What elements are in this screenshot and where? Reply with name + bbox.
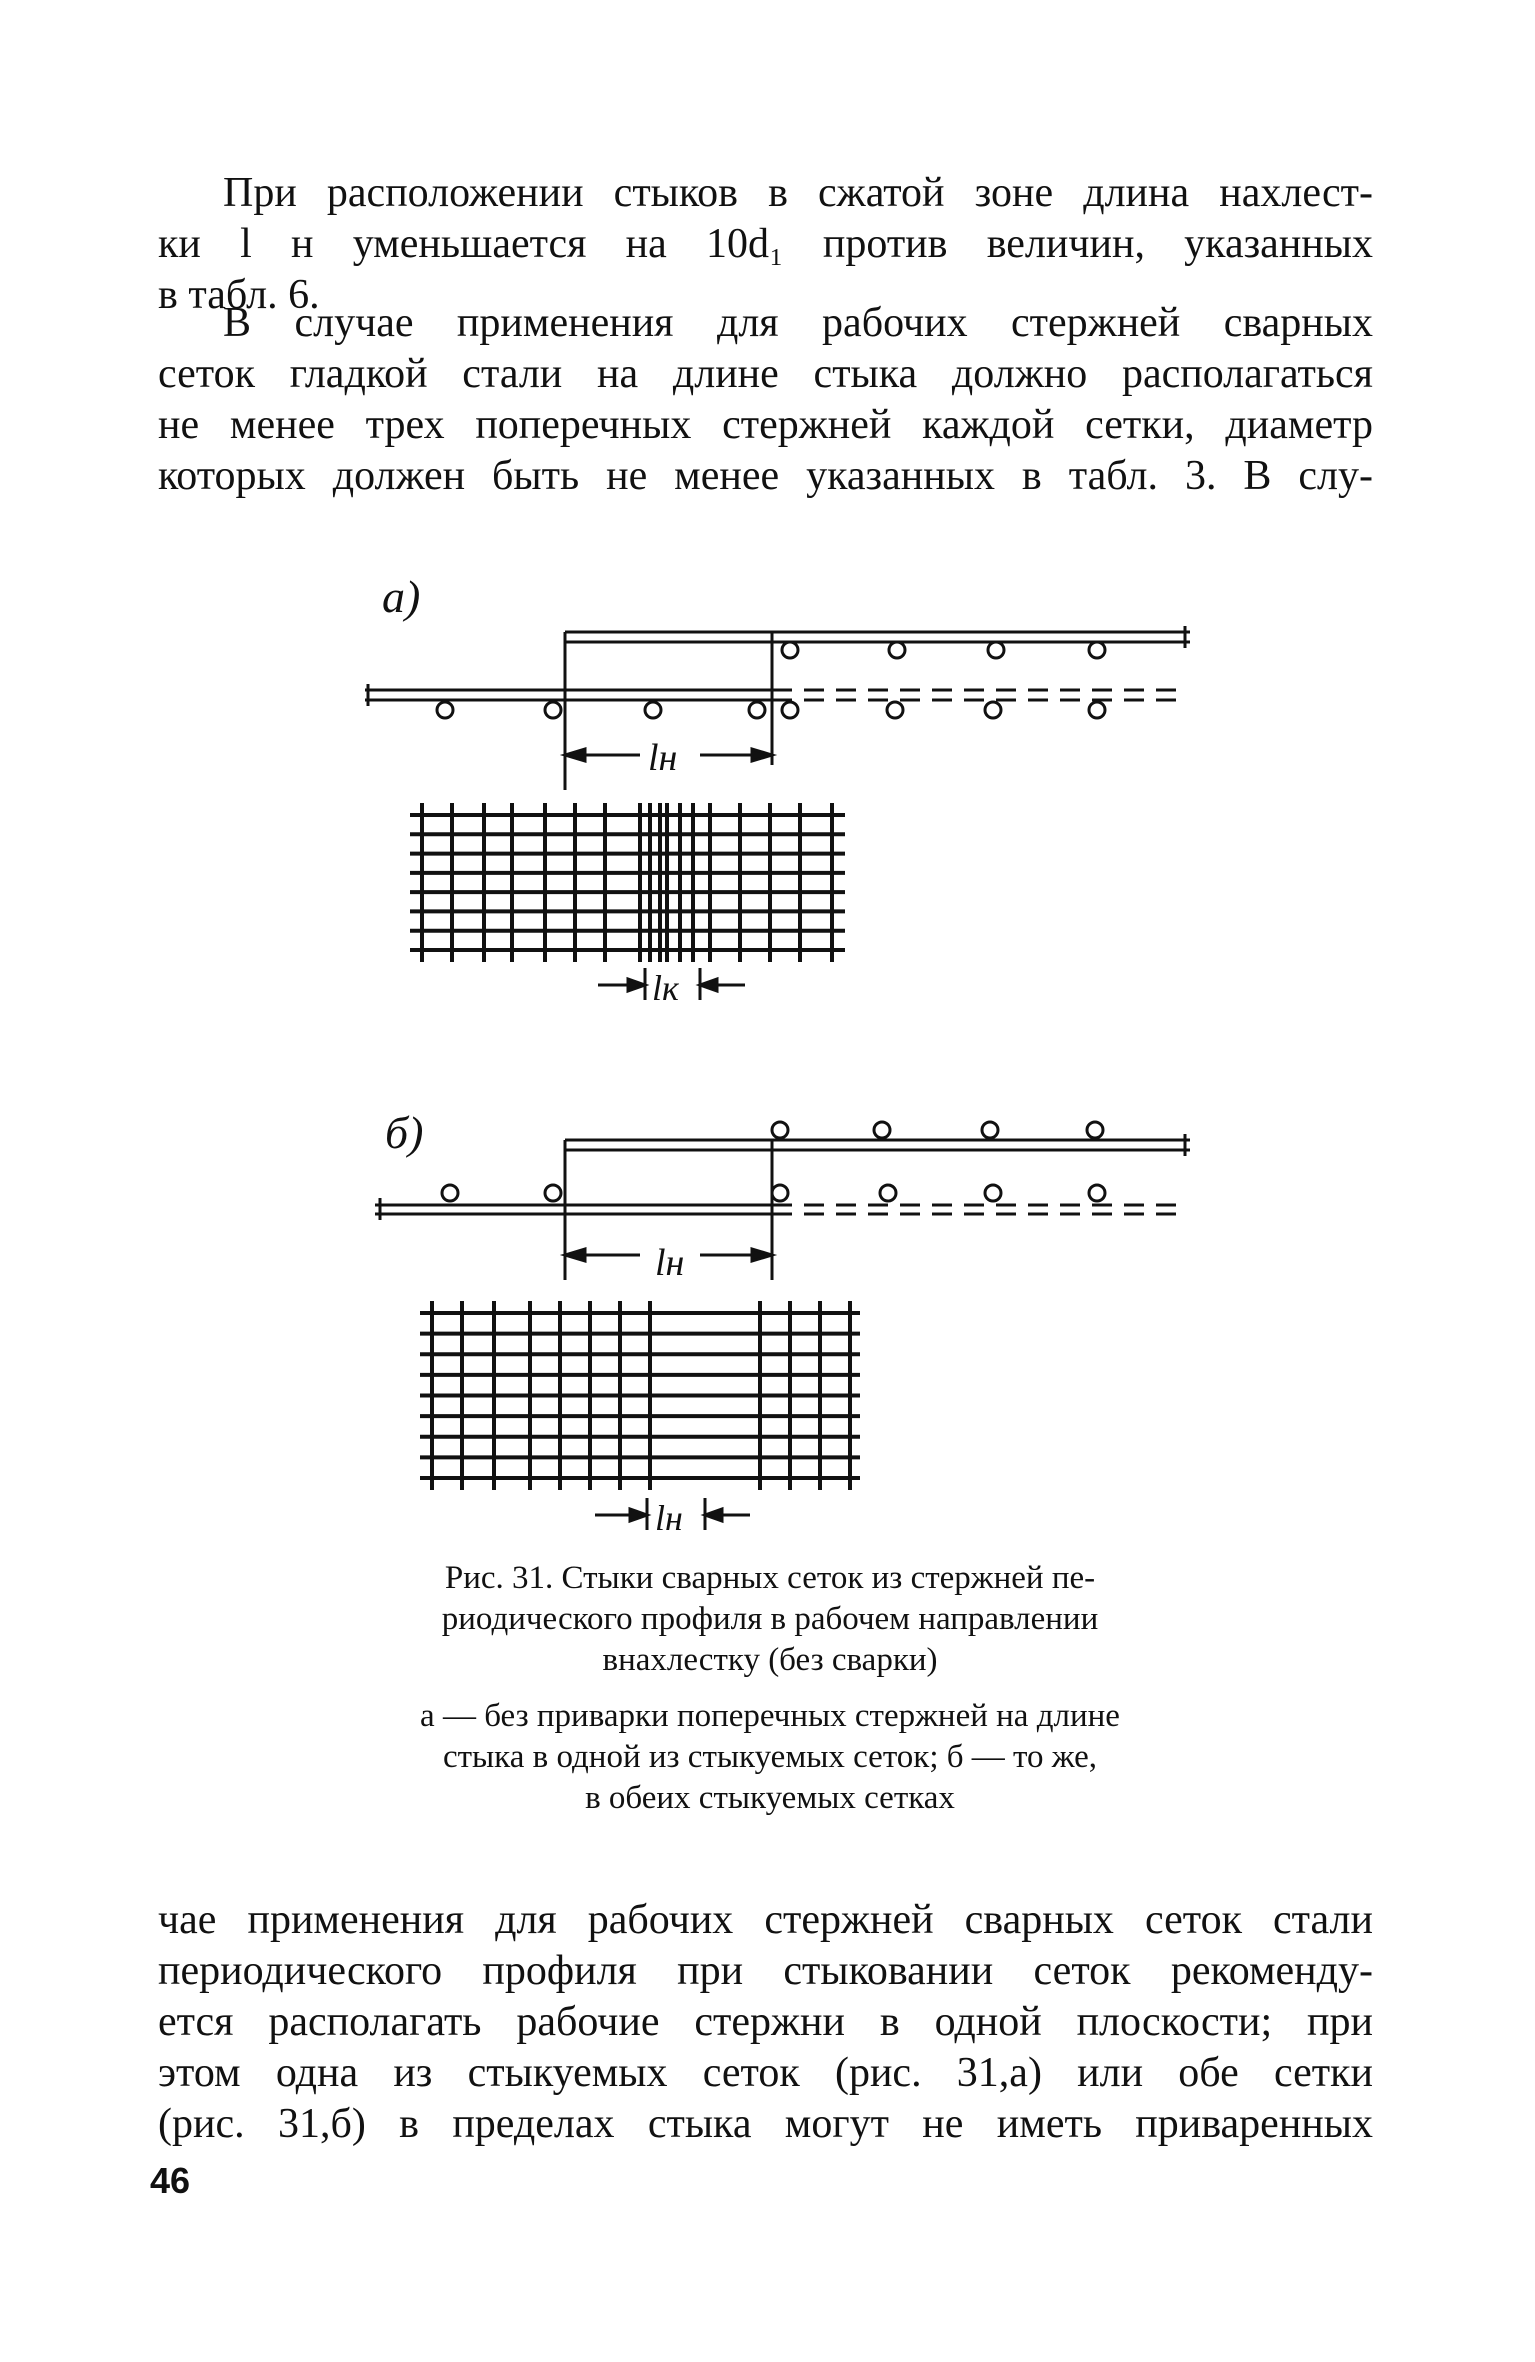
- text-line: сеток гладкой стали на длине стыка должно располагаться: [158, 351, 1373, 397]
- dim-b-lower: lн: [655, 1498, 683, 1538]
- caption-line: а — без приварки поперечных стержней на длине: [420, 1698, 1120, 1734]
- text-line: При расположении стыков в сжатой зоне длина нахлест-: [223, 170, 1373, 216]
- text-line: ется располагать рабочие стержни в одной плоскости; при: [158, 1999, 1373, 2045]
- caption-line: риодического профиля в рабочем направлении: [441, 1601, 1099, 1637]
- label-a: а): [382, 571, 421, 622]
- text-line: чае применения для рабочих стержней сварных сеток стали: [158, 1897, 1373, 1943]
- text-line: этом одна из стыкуемых сеток (рис. 31,а) или обе сетки: [158, 2050, 1373, 2096]
- text-line: в табл. 6.: [158, 272, 320, 318]
- dim-b-upper: lн: [655, 1242, 685, 1284]
- text-line: ки l н уменьшается на 10d₁ против величин, указанных: [158, 221, 1373, 267]
- text-line: периодического профиля при стыковании сеток рекоменду-: [158, 1948, 1373, 1994]
- text-line: (рис. 31,б) в пределах стыка могут не иметь приваренных: [158, 2101, 1373, 2147]
- caption-line: Рис. 31. Стыки сварных сеток из стержней пе-: [444, 1560, 1096, 1596]
- dim-a-lower: lк: [652, 968, 679, 1008]
- text-line: которых должен быть не менее указанных в табл. 3. В слу-: [158, 453, 1373, 499]
- dim-a-upper: lн: [648, 737, 678, 779]
- caption-line: внахлестку (без сварки): [602, 1642, 938, 1678]
- text-line: не менее трех поперечных стержней каждой сетки, диаметр: [158, 402, 1373, 448]
- page-number: 46: [150, 2160, 191, 2201]
- caption-line: в обеих стыкуемых сетках: [585, 1780, 955, 1816]
- label-b: б): [385, 1107, 424, 1158]
- figure-caption-legend: [330, 1696, 1210, 1819]
- text-line: В случае применения для рабочих стержней сварных: [223, 300, 1373, 346]
- figure-caption-title: [330, 1558, 1210, 1681]
- mesh-plan-a: [410, 803, 845, 962]
- caption-line: стыка в одной из стыкуемых сеток; б — то же,: [442, 1739, 1098, 1775]
- paragraph-3: [158, 1895, 1373, 2150]
- mesh-plan-b: [420, 1301, 860, 1490]
